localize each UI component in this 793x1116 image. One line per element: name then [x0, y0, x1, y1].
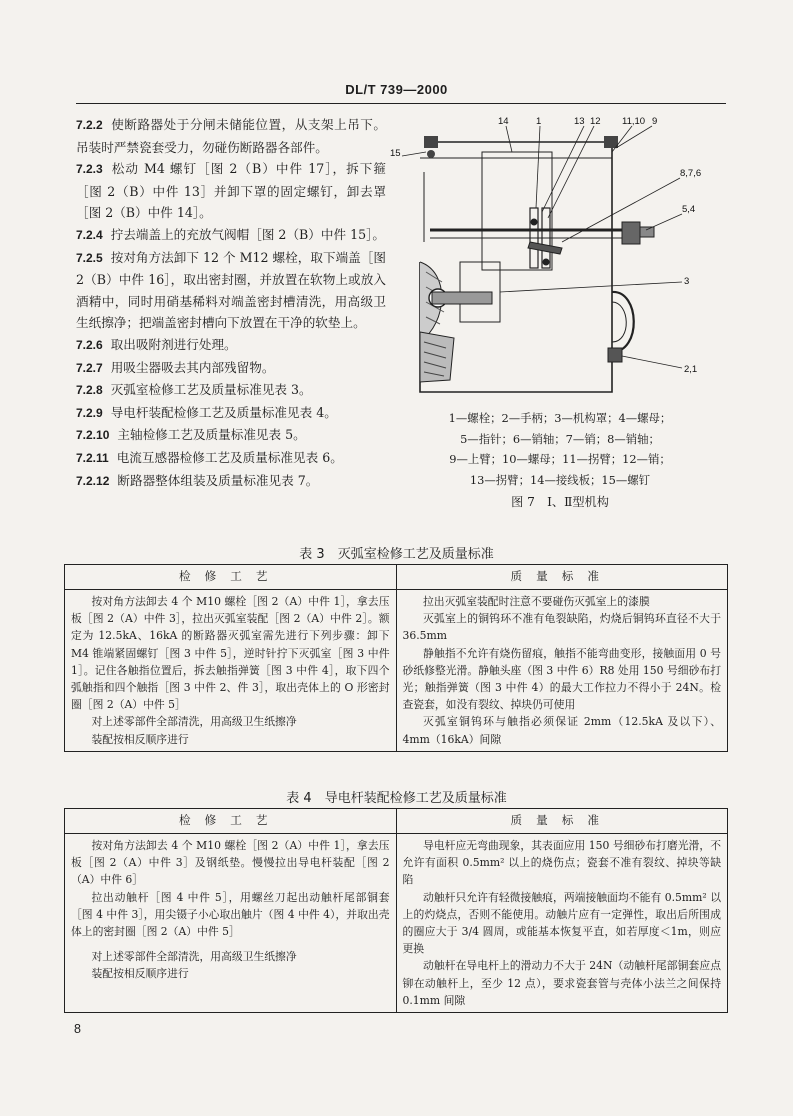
table4-standard-item: 动触杆在导电杆上的滑动力不大于 24N（动触杆尾部铜套应点铆在动触杆上，至少 12 点），要求瓷套管与壳体小法兰之间保持 0.1mm 间隙: [402, 959, 721, 1007]
bottom-left-part: [420, 332, 454, 382]
table4-standard-cell: [396, 834, 728, 1013]
callout-9: 9: [652, 116, 658, 127]
section-7-2-6: 7.2.6 取出吸附剂进行处理。: [76, 336, 237, 352]
section-7-2-11: 7.2.11 电流互感器检修工艺及质量标准见表 6。: [76, 449, 343, 465]
table4-process-step: 对上述零部件全部清洗，用高级卫生纸擦净: [91, 950, 297, 964]
section-7-2-4: 7.2.4 拧去端盖上的充放气阀帽［图 2（B）中件 15］。: [76, 226, 385, 242]
table3-standard-item: 拉出灭弧室装配时注意不要碰伤灭弧室上的漆膜: [423, 595, 650, 608]
callout-14: 14: [498, 116, 509, 127]
table3-process-cell: [65, 590, 397, 752]
table4-process-step: 按对角方法卸去 4 个 M10 螺栓［图 2（A）中件 1］，拿去压板［图 2（A）中件 3］及钢纸垫。慢慢拉出导电杆装配［图 2（A）中件 6］: [71, 839, 390, 887]
table3-process-step: 装配按相反顺序进行: [91, 732, 189, 746]
left-gear: [420, 262, 492, 342]
callout-13: 13: [574, 116, 585, 127]
callout-12: 12: [590, 116, 601, 127]
figure-title: 图 7 Ⅰ、Ⅱ型机构: [511, 495, 609, 509]
running-header: DL/T 739—2000: [345, 82, 448, 97]
table4-process-step: 拉出动触杆［图 4 中件 5］，用螺丝刀起出动触杆尾部铜套［图 4 中件 3］，用尖镊子小心取出触片（图 4 中件 4），并取出壳体上的密封圈［图 2（A）中件 5］: [71, 890, 390, 939]
section-7-2-8: 7.2.8 灭弧室检修工艺及质量标准见表 3。: [76, 382, 312, 398]
callout-2-1: 2,1: [684, 364, 698, 375]
section-7-2-10: 7.2.10 主轴检修工艺及质量标准见表 5。: [76, 427, 306, 443]
callout-15: 15: [390, 148, 401, 159]
table4-standard-item: 动触杆只允许有轻微接触痕，两端接触面均不能有 0.5mm² 以上的灼烧点，否则不能使用。动触片应有一定弹性，取出后所围成的圈应大于 3/4 圆周，或能基本恢复平直，如若厚度＜1m，则应更换: [402, 890, 721, 956]
table3-title: 表 3 灭弧室检修工艺及质量标准: [299, 547, 494, 562]
page-number: 8: [74, 1022, 81, 1036]
section-7-2-9: 7.2.9 导电杆装配检修工艺及质量标准见表 4。: [76, 404, 337, 420]
left-text-column: [76, 114, 386, 492]
section-7-2-3: 7.2.3 松动 M4 螺钉［图 2（B）中件 17］，拆下箍［图 2（B）中件 13］并卸下罩的固定螺钉，卸去罩［图 2（B）中件 14］。: [76, 161, 386, 221]
table3-standard-item: 静触指不允许有烧伤留痕，触指不能弯曲变形，接触面用 0 号砂纸修整光滑。静触头座（图 3 中件 6）R8 处用 150 号细砂布打光；触指弹簧（图 3 中件 4）的最大工作拉力不得小于 24N。检查瓷套，如没有裂纹、掉块仍可使用: [402, 646, 721, 712]
header-rule: [76, 103, 726, 104]
table3: [64, 564, 728, 752]
table4-title: 表 4 导电杆装配检修工艺及质量标准: [286, 791, 507, 806]
callout-5-4: 5,4: [682, 204, 696, 215]
table3-standard-item: 灭弧室铜钨环与触指必须保证 2mm（12.5kA 及以下）、4mm（16kA）间隙: [402, 715, 721, 746]
caption-line: 1—螺栓；2—手柄；3—机构罩；4—螺母；: [448, 411, 672, 425]
table3-standard-item: 灭弧室上的铜钨环不准有龟裂缺陷，灼烧后铜钨环直径不大于 36.5mm: [402, 612, 721, 643]
table4-process-step: 装配按相反顺序进行: [91, 967, 189, 981]
section-7-2-7: 7.2.7 用吸尘器吸去其内部残留物。: [76, 359, 275, 375]
table3-process-step: 对上述零部件全部清洗，用高级卫生纸擦净: [91, 715, 297, 729]
caption-line: 13—拐臂；14—接线板；15—螺钉: [469, 472, 651, 487]
section-7-2-12: 7.2.12 断路器整体组装及质量标准见表 7。: [76, 472, 319, 488]
section-7-2-5: 7.2.5 按对角方法卸下 12 个 M12 螺栓，取下端盖［图 2（B）中件 16］，取出密封圈，并放置在软物上或放入酒精中，同时用硝基稀料对端盖密封槽清洗，用高级卫生纸擦净；把端盖密封槽向下放置在干净的软垫上。: [76, 249, 386, 331]
callout-11-10: 11,10: [622, 116, 646, 127]
table3-header-standard: 质量标准: [396, 565, 728, 590]
callout-1: 1: [536, 116, 542, 127]
table3-header-process: 检修工艺: [65, 565, 397, 590]
top-bolts: [424, 136, 618, 158]
table4: [64, 808, 728, 1013]
mechanism-drawing: [390, 112, 730, 412]
section-7-2-2: 7.2.2 使断路器处于分闸未储能位置，从支架上吊下。吊装时严禁瓷套受力，勿碰伤断路器各部件。: [76, 117, 386, 155]
table4-process-cell: [65, 834, 397, 1013]
table3-standard-cell: [396, 590, 728, 752]
table4-header-standard: 质量标准: [396, 809, 728, 834]
callout-8-7-6: 8,7,6: [680, 168, 702, 179]
caption-line: 5—指针；6—销轴；7—销；8—销轴；: [460, 431, 660, 446]
caption-line: 9—上臂；10—螺母；11—拐臂；12—销；: [449, 452, 671, 466]
table3-process-step: 按对角方法卸去 4 个 M10 螺栓［图 2（A）中件 1］，拿去压板［图 2（A）中件 3］，拉出灭弧室装配［图 2（A）中件 2］。额定为 12.5kA、16kA 的断路器灭弧室需先进行下列步骤：卸下 M4 锥端紧固螺钉［图 3 中件 5］，逆时针拧下灭弧室［图 3 中件 1］。记住各触指位置后，拆去触指弹簧［图 3 中件 4］，取下四个弧触指和四个触指［图 3 中件 2、件 3］，取出壳体上的 O 形密封圈［图 2（A）中件 5］: [71, 595, 390, 712]
table4-header-process: 检修工艺: [65, 809, 397, 834]
figure-caption: [392, 408, 728, 513]
table4-standard-item: 导电杆应无弯曲现象，其表面应用 150 号细砂布打磨光滑，不允许有面积 0.5mm² 以上的烧伤点；瓷套不准有裂纹、掉块等缺陷: [402, 839, 721, 887]
callout-3: 3: [684, 276, 690, 287]
